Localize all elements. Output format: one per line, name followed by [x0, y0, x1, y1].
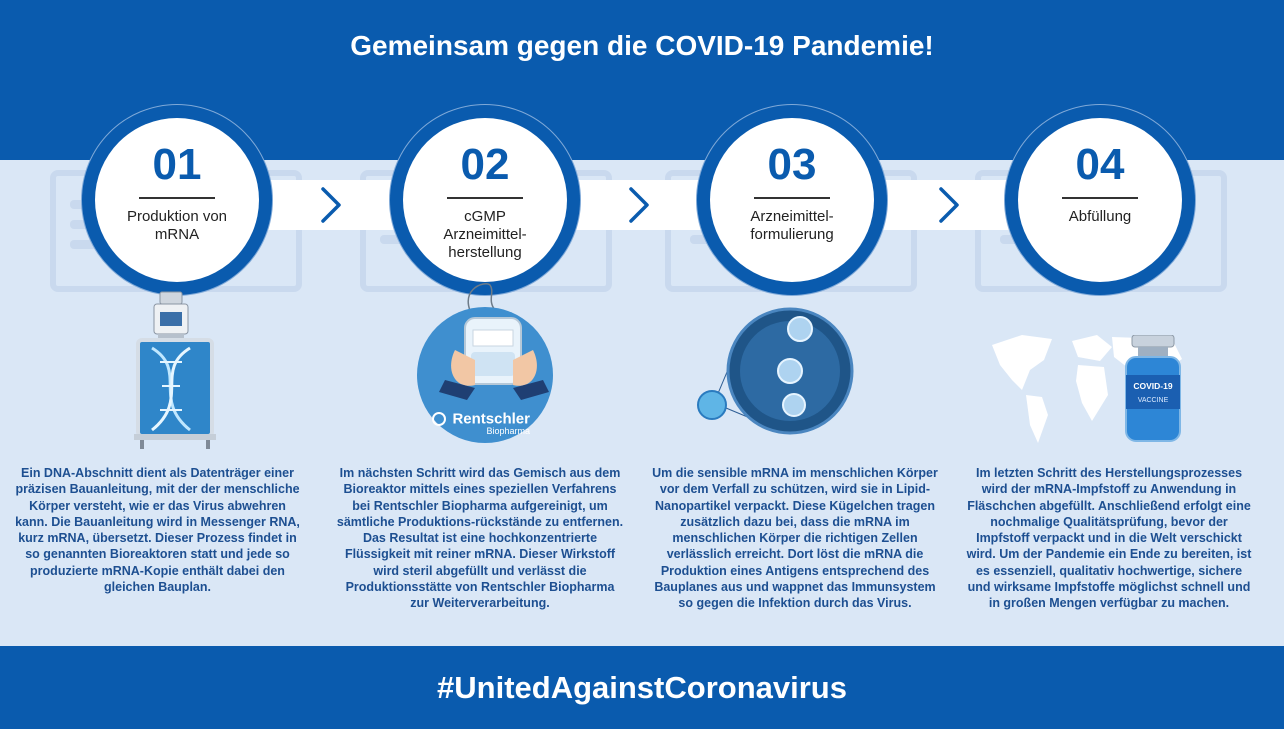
step-circle-4	[1018, 118, 1182, 282]
footer-band	[0, 646, 1284, 729]
step-number: 04	[1075, 140, 1125, 189]
step-description: Im letzten Schritt des Herstellungsprozesses wird der mRNA-Impfstoff zu Anwendung in Fläschchen abgefüllt. Anschließend erfolgt eine nochmalige Qualitätsprüfung, bevor der Impfstoff verpackt und in die Welt verschickt wird. Um der Pandemie ein Ende zu bereiten, ist es essenziell, qualitativ hochwertige, sichere und wirksame Impfstoffe möglichst schnell und in großen Mengen verfügbar zu machen.	[966, 466, 1252, 611]
step-description: Um die sensible mRNA im menschlichen Körper vor dem Verfall zu schützen, wird sie in Lipid-Nanopartikel verpackt. Diese Kügelchen tragen zusätzlich dazu bei, dass die mRNA im menschlichen Körper die richtigen Zellen verlässlich erreicht. Dort löst die mRNA die Produktion eines Antigens entsprechend des Bauplanes aus und wappnet das Immunsystem so gegen die Infektion durch das Virus.	[652, 466, 938, 611]
step-description: Ein DNA-Abschnitt dient als Datenträger einer präzisen Bauanleitung, mit der der menschliche Körper versteht, wie er das Virus abwehren kann. Die Bauanleitung wird in Messenger RNA, kurz mRNA, übersetzt. Dieser Prozess findet in so genannten Bioreaktoren statt und jede so produzierte mRNA-Kopie enthält dabei den gleichen Bauplan.	[15, 466, 300, 595]
step-number: 02	[460, 140, 510, 189]
vial-sublabel: VACCINE	[1137, 397, 1169, 404]
bioreactor-icon	[130, 290, 220, 450]
logo-name: Rentschler	[452, 410, 530, 428]
vial-label: COVID-19	[1133, 381, 1173, 391]
vaccine-vial-icon	[1118, 335, 1188, 443]
step-divider	[1062, 197, 1138, 199]
step-number: 03	[767, 140, 817, 189]
chevron-right-icon	[935, 186, 963, 224]
step-circle-2	[403, 118, 567, 282]
page-title: Gemeinsam gegen die COVID-19 Pandemie!	[350, 30, 934, 61]
step-label: Arzneimittel-formulierung	[750, 208, 834, 243]
chevron-right-icon	[317, 186, 345, 224]
step-label: cGMP Arzneimittel-herstellung	[443, 208, 527, 261]
lipid-nanoparticle-icon	[690, 295, 870, 445]
step-divider	[447, 197, 523, 199]
step-circle-3	[710, 118, 874, 282]
chevron-right-icon	[625, 186, 653, 224]
logo-subtitle: Biopharma	[486, 426, 530, 436]
step-divider	[139, 197, 215, 199]
step-label: Produktion von mRNA	[126, 208, 228, 243]
step-circle-1	[95, 118, 259, 282]
step-divider	[754, 197, 830, 199]
footer-hashtag: #UnitedAgainstCoronavirus	[437, 670, 847, 705]
step-label: Abfüllung	[1068, 208, 1132, 225]
rentschler-logo	[432, 410, 542, 436]
logo-mark-icon	[432, 412, 446, 426]
step-number: 01	[152, 140, 202, 189]
step-description: Im nächsten Schritt wird das Gemisch aus dem Bioreaktor mittels eines speziellen Verfahrens bei Rentschler Biopharma aufgereinigt, um sämtliche Produktions-rückstände zu entfernen. Das Resultat ist eine hochkonzentrierte Flüssigkeit mit reiner mRNA. Dieser Wirkstoff wird steril abgefüllt und verlässt die Produktionsstätte von Rentschler Biopharma zur Weiterverarbeitung.	[336, 466, 624, 611]
